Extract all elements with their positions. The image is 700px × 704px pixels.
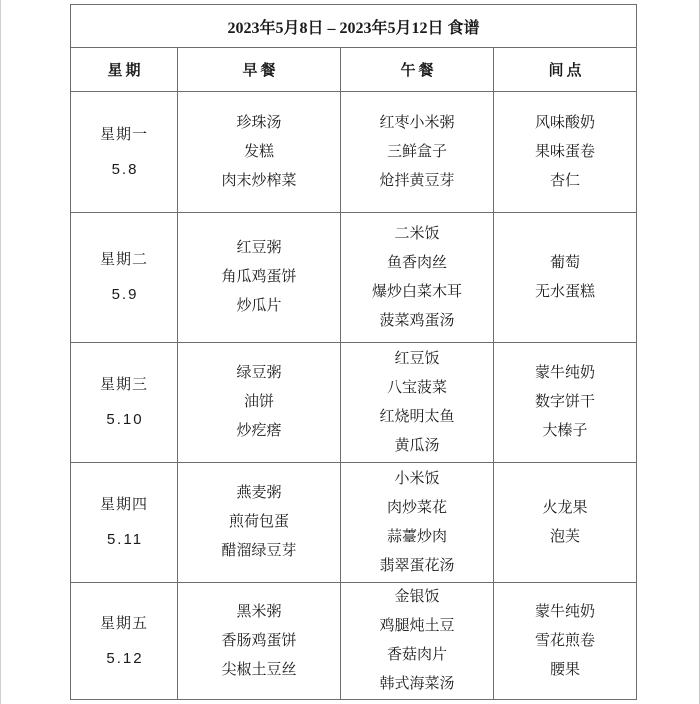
day-label: 星期四 <box>99 497 148 513</box>
day-cell <box>71 92 178 213</box>
menu-item: 黄瓜汤 <box>394 437 440 454</box>
menu-item: 红豆粥 <box>236 240 282 256</box>
menu-item: 蒙牛纯奶 <box>535 365 596 381</box>
menu-item: 鸡腿炖土豆 <box>379 618 455 634</box>
menu-item: 绿豆粥 <box>236 365 282 381</box>
table-title-row <box>71 5 637 48</box>
menu-item: 红烧明太鱼 <box>379 408 455 425</box>
menu-item: 油饼 <box>243 394 274 410</box>
lunch-cell <box>341 92 494 213</box>
menu-item: 菠菜鸡蛋汤 <box>379 312 455 329</box>
date-label: 5.11 <box>106 531 144 548</box>
menu-item: 发糕 <box>243 143 274 160</box>
menu-item: 爆炒白菜木耳 <box>371 283 462 300</box>
menu-item: 金银饭 <box>394 589 440 605</box>
menu-item: 泡芙 <box>550 528 581 545</box>
menu-item: 风味酸奶 <box>535 114 596 131</box>
column-header-day: 星期 <box>71 48 178 92</box>
menu-item: 数字饼干 <box>535 394 596 410</box>
menu-item: 炒瓜片 <box>236 298 282 314</box>
date-label: 5.8 <box>111 160 139 178</box>
menu-item: 葡萄 <box>550 254 581 271</box>
menu-item: 珍珠汤 <box>236 114 282 131</box>
day-cell <box>71 463 178 583</box>
menu-item: 蒜薹炒肉 <box>386 528 447 545</box>
day-label: 星期三 <box>99 377 148 393</box>
menu-item: 杏仁 <box>550 172 581 189</box>
menu-item: 炝拌黄豆芽 <box>379 172 455 189</box>
snack-cell <box>494 463 637 583</box>
menu-item: 燕麦粥 <box>236 485 282 501</box>
menu-item: 香菇肉片 <box>386 647 447 663</box>
breakfast-cell <box>178 343 341 463</box>
menu-item: 二米饭 <box>394 225 440 242</box>
menu-item: 鱼香肉丝 <box>386 254 447 271</box>
menu-item: 角瓜鸡蛋饼 <box>221 269 297 285</box>
snack-cell <box>494 213 637 343</box>
column-header-snack: 间点 <box>494 48 637 92</box>
menu-item: 雪花煎卷 <box>535 632 596 649</box>
day-label: 星期五 <box>99 615 148 632</box>
menu-row-monday <box>71 92 637 213</box>
menu-item: 煎荷包蛋 <box>228 514 289 530</box>
day-cell <box>71 343 178 463</box>
lunch-cell <box>341 463 494 583</box>
breakfast-cell <box>178 463 341 583</box>
snack-cell <box>494 343 637 463</box>
menu-item: 肉炒菜花 <box>386 499 447 516</box>
window-left-edge <box>0 0 1 704</box>
day-cell <box>71 583 178 700</box>
menu-item: 无水蛋糕 <box>535 283 596 300</box>
menu-item: 香肠鸡蛋饼 <box>221 632 297 649</box>
breakfast-cell <box>178 213 341 343</box>
table-title: 2023年5月8日 – 2023年5月12日 食谱 <box>71 5 637 48</box>
menu-item: 蒙牛纯奶 <box>535 603 596 620</box>
day-label: 星期二 <box>99 252 148 268</box>
column-header-breakfast: 早餐 <box>178 48 341 92</box>
menu-item: 黑米粥 <box>236 603 282 620</box>
breakfast-cell <box>178 583 341 700</box>
menu-item: 翡翠蛋花汤 <box>379 557 455 574</box>
lunch-cell <box>341 213 494 343</box>
date-label: 5.12 <box>106 649 144 667</box>
menu-item: 腰果 <box>550 661 581 678</box>
lunch-cell <box>341 343 494 463</box>
menu-item: 八宝菠菜 <box>386 379 447 396</box>
day-cell <box>71 213 178 343</box>
weekly-menu-table <box>70 4 637 700</box>
table-header-row <box>71 48 637 92</box>
menu-item: 红豆饭 <box>394 350 440 367</box>
menu-item: 韩式海菜汤 <box>379 676 455 692</box>
menu-item: 三鲜盒子 <box>386 143 447 160</box>
date-label: 5.10 <box>106 411 144 428</box>
date-label: 5.9 <box>111 286 139 303</box>
menu-row-wednesday <box>71 343 637 463</box>
menu-item: 火龙果 <box>542 499 588 516</box>
menu-row-thursday <box>71 463 637 583</box>
menu-row-tuesday <box>71 213 637 343</box>
menu-item: 大榛子 <box>542 423 588 439</box>
menu-item: 炒疙瘩 <box>236 423 282 439</box>
breakfast-cell <box>178 92 341 213</box>
snack-cell <box>494 583 637 700</box>
menu-item: 醋溜绿豆芽 <box>221 543 297 559</box>
menu-item: 小米饭 <box>394 470 440 487</box>
menu-row-friday <box>71 583 637 700</box>
lunch-cell <box>341 583 494 700</box>
day-label: 星期一 <box>99 126 148 143</box>
menu-item: 果味蛋卷 <box>535 143 596 160</box>
menu-item: 肉末炒榨菜 <box>221 172 297 189</box>
snack-cell <box>494 92 637 213</box>
menu-item: 红枣小米粥 <box>379 114 455 131</box>
column-header-lunch: 午餐 <box>341 48 494 92</box>
menu-item: 尖椒土豆丝 <box>221 661 297 678</box>
